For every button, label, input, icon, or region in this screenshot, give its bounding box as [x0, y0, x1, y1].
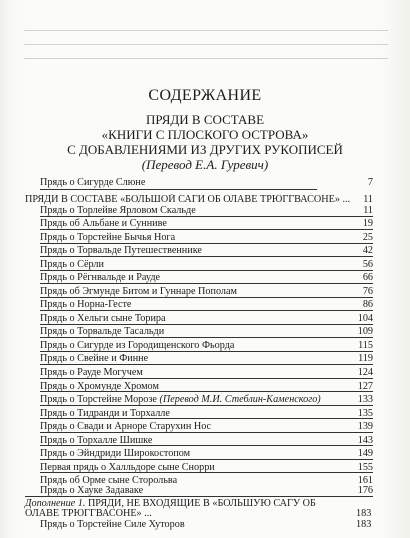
toc-entry-page: 183	[356, 519, 372, 531]
toc-entry[interactable]	[40, 326, 373, 337]
toc-entry-page: 11	[363, 204, 373, 216]
entry-rule	[40, 432, 373, 433]
appendix-line2: ОЛАВЕ ТРЮГГВАСОНЕ» ...	[25, 508, 152, 520]
toc-entry-title: Прядь о Хельги сыне Торира	[40, 312, 166, 324]
toc-entry-title: Прядь о Рёгнвальде и Рауде	[40, 272, 161, 284]
toc-entry[interactable]	[40, 435, 373, 446]
toc-entry-page: 42	[362, 245, 373, 257]
toc-entry[interactable]	[40, 353, 373, 364]
entry-rule	[40, 229, 373, 230]
toc-entry[interactable]	[40, 421, 373, 432]
toc-entry[interactable]	[40, 232, 373, 243]
toc-entry-page: 139	[357, 421, 373, 432]
appendix-line1: ПРЯДИ, НЕ ВХОДЯЩИЕ В «БОЛЬШУЮ САГУ ОБ	[87, 497, 316, 509]
section2-heading-page: 11	[363, 194, 373, 205]
toc-entry-title: Прядь о Торвальде Тасальди	[40, 326, 165, 338]
toc-entry[interactable]	[40, 245, 373, 256]
toc-entry-title: Прядь о Торстейне Морозе	[40, 394, 157, 405]
toc-entry-title: Первая прядь о Халльдоре сыне Снорри	[40, 461, 215, 473]
toc-entry[interactable]	[40, 394, 373, 405]
entry-rule	[40, 270, 373, 271]
toc-entry-page: 149	[357, 448, 373, 459]
toc-entry-title: Прядь о Сигурде из Городищенского Фьорда	[40, 339, 235, 351]
toc-entry-page: 76	[362, 285, 373, 297]
entry-rule	[40, 391, 373, 392]
toc-entry-title: Прядь о Хромунде Хромом	[40, 380, 159, 392]
section2-heading-text: ПРЯДИ В СОСТАВЕ «БОЛЬШОЙ САГИ ОБ ОЛАВЕ ТРЮГГВАСОНЕ» ...	[25, 194, 351, 205]
toc-entry-title: Прядь о Рауде Могучем	[40, 367, 143, 378]
toc-entry-title: Прядь о Хауке Задаваке	[40, 485, 144, 496]
toc-entry[interactable]	[40, 272, 373, 283]
toc-entry-page: 115	[358, 339, 373, 351]
entry-rule	[40, 472, 373, 473]
entry-rule	[40, 310, 373, 311]
toc-entry-page: 127	[357, 380, 373, 392]
entry-rule	[40, 364, 373, 365]
entry-rule	[40, 337, 373, 338]
toc-entry[interactable]	[40, 367, 373, 378]
toc-entry[interactable]	[40, 218, 373, 229]
toc-entry-title-group	[40, 394, 321, 405]
toc-entry-page: 124	[357, 367, 373, 378]
toc-entry-title: Прядь о Торхалле Шишке	[40, 434, 153, 446]
page-title: СОДЕРЖАНИЕ	[148, 87, 262, 104]
toc-entry-title: Прядь о Торстейне Бычья Нога	[40, 231, 176, 243]
toc-entry-title: Прядь о Норна-Гесте	[40, 299, 132, 311]
toc-entry[interactable]	[40, 381, 373, 392]
toc-entry-page: 7	[367, 177, 373, 188]
entry-rule	[40, 243, 373, 244]
toc-entry-title: Прядь о Сёрли	[40, 258, 104, 270]
toc-entry-page: 86	[362, 299, 373, 311]
toc-entry-page: 161	[357, 475, 373, 487]
toc-entry-page: 135	[357, 407, 373, 419]
section1-heading-line1: ПРЯДИ В СОСТАВЕ	[145, 112, 265, 127]
section1-heading-line2: «КНИГИ С ПЛОСКОГО ОСТРОВА»	[101, 127, 309, 142]
toc-entry-page: 104	[357, 312, 373, 324]
toc-entry-page: 133	[357, 394, 373, 405]
toc-entry-title: Прядь о Тидранди и Торхалле	[40, 407, 170, 419]
toc-entry[interactable]	[40, 259, 373, 270]
toc-entry-page: 19	[362, 218, 373, 230]
section1-heading-line3: С ДОБАВЛЕНИЯМИ ИЗ ДРУГИХ РУКОПИСЕЙ	[67, 142, 343, 157]
toc-entry-page: 155	[357, 461, 373, 473]
toc-entry-title: Прядь об Эгмунде Битом и Гуннаре Пополам	[40, 285, 237, 297]
toc-entry-page: 25	[362, 231, 373, 243]
toc-entry-page: 143	[357, 434, 373, 446]
toc-entry-title: Прядь о Торвальде Путешественнике	[40, 245, 202, 257]
toc-entry-title: Прядь о Сигурде Слюне	[40, 177, 146, 188]
entry-rule	[40, 378, 373, 379]
toc-entry-title: Прядь о Торлейве Ярловом Скальде	[40, 204, 196, 216]
entry-rule	[40, 283, 373, 284]
toc-entry[interactable]	[40, 462, 373, 473]
entry-rule	[40, 216, 373, 217]
toc-entry[interactable]	[40, 448, 373, 459]
entry-rule	[40, 189, 317, 190]
toc-entry-page: 119	[358, 353, 373, 365]
section1-translator: (Перевод Е.А. Гуревич)	[141, 157, 269, 172]
toc-entry-title: Прядь об Альбане и Сунниве	[40, 218, 167, 230]
entry-rule	[40, 297, 373, 298]
toc-entry-page: 109	[357, 326, 373, 338]
toc-entry[interactable]	[40, 340, 373, 351]
toc-entry[interactable]	[40, 485, 373, 496]
toc-entry-title: Прядь о Свейне и Финне	[40, 353, 149, 365]
entry-rule	[40, 351, 373, 352]
toc-entry[interactable]	[40, 177, 373, 188]
toc-entry[interactable]	[40, 408, 373, 419]
toc-entry-title: Прядь об Орме сыне Сторольва	[40, 475, 178, 487]
toc-entry-title: Прядь о Эйндриди Широкостопом	[40, 448, 191, 459]
toc-entry-title: Прядь о Торстейне Силе Хуторов	[40, 519, 185, 531]
toc-entry-page: 176	[357, 485, 373, 496]
entry-rule	[40, 459, 373, 460]
entry-rule	[40, 256, 373, 257]
toc-entry-title: Прядь о Свади и Арноре Старухин Нос	[40, 421, 212, 432]
entry-rule	[40, 418, 373, 419]
appendix-label: Дополнение 1.	[25, 497, 86, 509]
entry-rule	[40, 405, 373, 406]
toc-entry-translator: (Перевод М.И. Стеблин-Каменского)	[159, 394, 321, 405]
toc-entry[interactable]	[40, 313, 373, 324]
toc-entry[interactable]	[40, 299, 373, 310]
toc-entry[interactable]	[40, 205, 373, 216]
entry-rule	[40, 324, 373, 325]
section2-heading[interactable]	[25, 194, 373, 205]
appendix-heading[interactable]	[25, 498, 316, 509]
toc-entry-page: 66	[362, 272, 373, 284]
entry-rule	[40, 445, 373, 446]
appendix-page: 183	[356, 508, 372, 520]
toc-entry-page: 56	[362, 258, 373, 270]
toc-entry[interactable]	[40, 286, 373, 297]
